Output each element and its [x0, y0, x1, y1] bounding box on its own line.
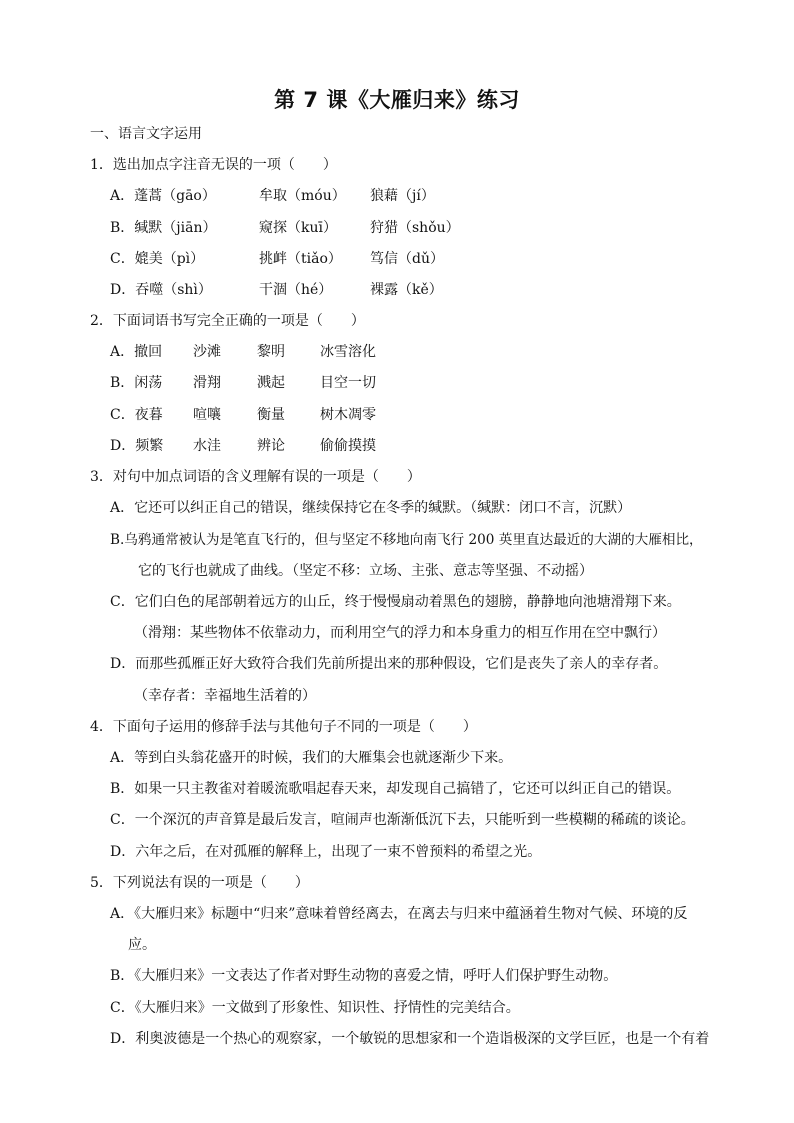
option-cell: 挑衅（tiǎo）	[259, 251, 342, 267]
option-cell: 干涸（hé）	[259, 282, 333, 298]
option-cell: 沙滩	[193, 344, 221, 360]
question-5-option-d: D．利奥波德是一个热心的观察家，一个敏锐的思想家和一个造诣极深的文学巨匠，也是一个有着	[110, 1031, 710, 1047]
option-cell: B．缄默（jiān）	[110, 220, 217, 236]
question-5-option-b: B．《大雁归来》一文表达了作者对野生动物的喜爱之情，呼吁人们保护野生动物。	[110, 968, 618, 984]
option-cell: A．蓬蒿（gāo）	[110, 188, 216, 204]
option-cell: 偷偷摸摸	[320, 438, 376, 454]
question-5-option-a-cont: 应。	[128, 937, 156, 953]
question-3-option-a: A．它还可以纠正自己的错误，继续保持它在冬季的缄默。（缄默：闭口不言，沉默）	[110, 500, 632, 516]
question-2-stem: 2．下面词语书写完全正确的一项是（ ）	[90, 313, 365, 329]
question-4-option-b: B．如果一只主教雀对着暖流歌唱起春天来，却发现自己搞错了，它还可以纠正自己的错误。	[110, 781, 681, 797]
option-cell: 狼藉（jí）	[370, 188, 435, 204]
section-heading: 一、语言文字运用	[90, 126, 202, 142]
page-title: 第 7 课《大雁归来》练习	[274, 88, 520, 112]
option-cell: 喧嚷	[193, 407, 221, 423]
question-5-stem: 5．下列说法有误的一项是（ ）	[90, 875, 309, 891]
option-cell: 辨论	[257, 438, 285, 454]
option-cell: B．闲荡	[110, 375, 163, 391]
option-cell: D．吞噬（shì）	[110, 282, 212, 298]
question-4-stem: 4．下面句子运用的修辞手法与其他句子不同的一项是（ ）	[90, 719, 477, 735]
option-cell: 滑翔	[193, 375, 221, 391]
option-cell: D．频繁	[110, 438, 164, 454]
option-cell: 目空一切	[320, 375, 376, 391]
question-3-option-c: C．它们白色的尾部朝着远方的山丘，终于慢慢扇动着黑色的翅膀，静静地向池塘滑翔下来。	[110, 594, 681, 610]
option-cell: 黎明	[257, 344, 285, 360]
question-5-option-a: A．《大雁归来》标题中“归来”意味着曾经离去，在离去与归来中蕴涵着生物对气候、环境的反	[110, 906, 688, 922]
option-cell: 狩猎（shǒu）	[370, 220, 460, 236]
question-3-stem: 3．对句中加点词语的含义理解有误的一项是（ ）	[90, 469, 421, 485]
question-4-option-a: A．等到白头翁花盛开的时候，我们的大雁集会也就逐渐少下来。	[110, 750, 513, 766]
question-1-stem: 1．选出加点字注音无误的一项（ ）	[90, 157, 337, 173]
question-3-option-b: B.乌鸦通常被认为是笔直飞行的，但与坚定不移地向南飞行 200 英里直达最近的大湖的大雁相比，	[110, 532, 703, 548]
question-3-option-c-note: （滑翔：某些物体不依靠动力，而利用空气的浮力和本身重力的相互作用在空中飘行）	[134, 625, 666, 641]
question-4-option-c: C．一个深沉的声音算是最后发言，喧闹声也渐渐低沉下去，只能听到一些模糊的稀疏的谈论。	[110, 812, 695, 828]
question-4-option-d: D．六年之后，在对孤雁的解释上，出现了一束不曾预料的希望之光。	[110, 844, 542, 860]
option-cell: C．媲美（pì）	[110, 251, 205, 267]
question-3-option-b-cont: 它的飞行也就成了曲线。（坚定不移：立场、主张、意志等坚强、不动摇）	[138, 563, 593, 579]
question-3-option-d-note: （幸存者：幸福地生活着的）	[134, 688, 316, 704]
option-cell: 溅起	[257, 375, 285, 391]
option-cell: 树木凋零	[320, 407, 376, 423]
option-cell: 牟取（móu）	[259, 188, 346, 204]
option-cell: 冰雪溶化	[320, 344, 376, 360]
question-5-option-c: C．《大雁归来》一文做到了形象性、知识性、抒情性的完美结合。	[110, 1000, 520, 1016]
option-cell: 衡量	[257, 407, 285, 423]
option-cell: 水洼	[193, 438, 221, 454]
option-cell: 笃信（dǔ）	[370, 251, 444, 267]
option-cell: C．夜暮	[110, 407, 163, 423]
question-3-option-d: D．而那些孤雁正好大致符合我们先前所提出来的那种假设，它们是丧失了亲人的幸存者。	[110, 656, 668, 672]
option-cell: 裸露（kě）	[370, 282, 443, 298]
option-cell: A．撤回	[110, 344, 163, 360]
option-cell: 窥探（kuī）	[259, 220, 337, 236]
